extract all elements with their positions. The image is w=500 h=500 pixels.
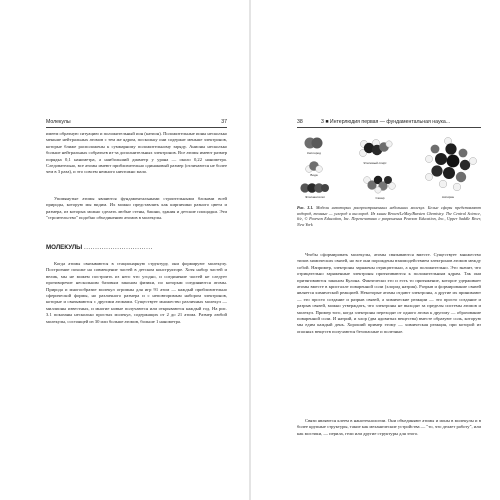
left-paragraph-2: Упомянутые атомы являются фундаментальными строительными блоками всей природы, которую мы видим. Их можно представлять как кирпичики разного цвета и размера, из которых можно сделать любые стены, башни, здания и детские площадки. Эти "строительство" подобно объединению атомов в молекулы. <box>46 196 227 221</box>
caption-number: Рис. 3.1. <box>297 205 314 210</box>
molecule-aspirin <box>417 135 479 201</box>
caption-text: Модели некоторых распространенных небольших молекул. Белые сферы представляют водород, темные — углерод и кислород. Из книги Brown/LeMay/Bursten Chemistry. The Central Science, 6/e, © Pearson Education, Inc. Перепечатано с разрешения Pearson Education, Inc., Upper Saddle River, New York <box>297 205 481 227</box>
molecule-label: Сахар <box>375 196 385 200</box>
right-running-header: 3 ■ Интерлюдия первая — фундаментальная наука... <box>321 119 451 125</box>
left-header-rule <box>46 127 227 128</box>
left-paragraph-3: Когда атомы связываются в стационарную структуру, они формируют молекулу. Построение похоже на совмещение частей в детском конструкторе. Хотя набор частей и велик, мы не можем построить из него что угодно, и соединение частей не следует противоречит нескольким базовым законам физики, по которым соединяются атомы. Природа и многообразие молекул огромны для игр 91 атом — каждый приблизительно сферической формы, но различного размера и с неповторимым набором электронов, которые и связываются с другими атомами. Существует множество различных молекул — миллионы известных, и многие новые получаются или открываются каждый год. На рис. 3.1 показаны несколько простых молекул, содержащих от 2 до 21 атома. Размер любой молекулы, состоящей из 30 или больше атомов, больше 1 нанометра. <box>46 261 227 324</box>
section-title: МОЛЕКУЛЫ <box>46 244 83 251</box>
aspirin-model <box>417 135 479 193</box>
molecule-ethanol <box>355 135 395 169</box>
molecule-figure <box>297 133 481 203</box>
oxygen-model <box>301 135 327 151</box>
section-dots: ............................... <box>83 244 153 251</box>
molecule-small-chain <box>299 181 331 203</box>
sugar-model <box>361 171 399 197</box>
right-header-rule <box>297 127 481 128</box>
molecule-label: Кислород <box>307 151 321 155</box>
left-paragraph-1: имеем обратную ситуацию и положительный ион (катион). Положительные ионы несколько меньше нейтральных атомов с тем же ядром, поскольку они содержат меньше электронов, которые ближе расположены к суммарному положительному заряду. Анионы несколько больше нейтральных собратьев из-за дополнительных электронов. Все атомы имеют размер порядка 0,1 нанометра, а наибольший диаметр у урана — около 0,22 нанометра. Следовательно, все атомы имеют приблизительно одинаковый размер (отличаются не более чем в 3 раза), и это совсем немного ничтожно мало. <box>46 131 227 175</box>
left-running-header: Молекулы <box>46 119 71 125</box>
molecule-label: Этиловый спирт <box>363 161 387 165</box>
right-page <box>251 0 500 500</box>
left-page <box>0 0 249 500</box>
water-model <box>303 161 325 173</box>
molecule-oxygen <box>301 135 327 157</box>
right-paragraph-1: Чтобы сформировать молекулы, атомы связываются вместе. Существует множество типов химических связей, но все они порождены взаимодействием электронов атомов между собой. Например, электроны заряжены отрицательно, а ядро положительно. Это значит, что отрицательно заряженные электроны притягиваются к положительным ядрам. Так они притягиваются законом Кулона. Фактически это и есть то притяжение, которое удерживает атомы вместе в кристалле поваренной соли (хлорид натрия). Разрыв и формирование связей является химической реакцией. Некоторые атомы отдают электроны, а другие их принимают — это просто создание и разрыв связей, а химические реакции — это просто создание и разрыв связей, можно утверждать, что электроны не выходят за пределы системы атомов и молекул. Пример того, когда электроны переходят от одного атома к другому — образование поваренной соли. И натрий, и хлор (два ядовитых вещества) вместе образуют соль, которую мы едим каждый день. Хороший пример этому — химическая реакция, при которой из опасных веществ получаются безопасные и полезные. <box>297 252 481 334</box>
left-page-number: 37 <box>221 119 227 125</box>
ethanol-model <box>355 135 395 163</box>
figure-caption <box>297 205 481 227</box>
right-page-number: 38 <box>297 119 303 125</box>
molecule-label: Этилакетилат <box>305 195 325 199</box>
right-paragraph-2: Связи являются клеем в нанотехнологии. Они объединяют атомы и ионы в молекулы и в более крупные структуры, такие как механические устройства — "то, что делает работу", или как мостики, — перила, гели или другие структуры для этого. <box>297 418 481 436</box>
section-heading <box>46 244 153 252</box>
molecule-water <box>303 161 325 179</box>
molecule-sugar <box>361 171 399 203</box>
molecule-label: Вода <box>310 173 318 177</box>
small-chain-model <box>299 181 331 195</box>
molecule-label: Аспирин <box>441 195 455 199</box>
